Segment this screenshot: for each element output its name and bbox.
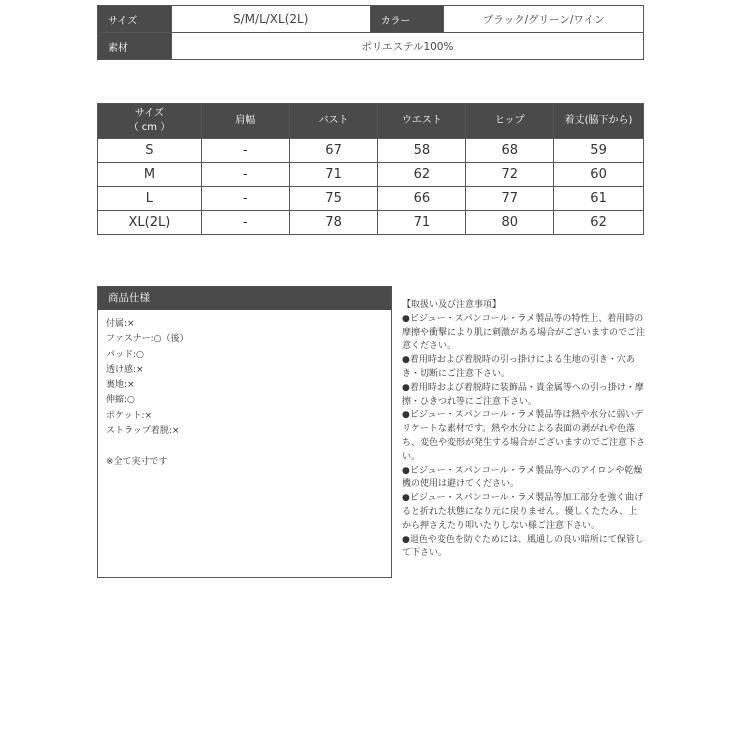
table-row (98, 187, 644, 211)
care-paragraph: ●退色や変色を防ぐためには、風通しの良い暗所にて保管して下さい。 (402, 534, 644, 559)
list-item: 付属:× (106, 319, 135, 329)
shoulder-header: 肩幅 (201, 104, 289, 139)
spec-row-material (98, 33, 644, 60)
hip-cell: 72 (466, 163, 554, 187)
care-paragraph: ●着用時および着脱時の引っ掛けによる生地の引き・穴あき・切断にご注意下さい。 (402, 355, 635, 379)
measurement-note: ※全て実寸です (106, 457, 168, 468)
material-value: ポリエステル100% (171, 33, 643, 60)
hip-cell: 77 (466, 187, 554, 211)
table-row (98, 139, 644, 163)
list-item: ファスナー:○（後） (106, 334, 189, 345)
color-value: ブラック/グリーン/ワイン (444, 6, 644, 33)
product-spec-list (98, 310, 391, 439)
shoulder-cell: - (201, 163, 289, 187)
table-row (98, 211, 644, 235)
waist-header: ウエスト (378, 104, 466, 139)
list-item: 裏地:× (106, 380, 135, 391)
spec-table (97, 5, 644, 60)
shoulder-cell: - (201, 139, 289, 163)
hip-cell: 68 (466, 139, 554, 163)
size-cell: L (98, 187, 202, 211)
care-paragraph: ●ビジュー・スパンコール・ラメ製品等へのアイロンや乾燥機の使用は避けてください。 (402, 465, 643, 490)
hip-cell: 80 (466, 211, 554, 235)
table-row (98, 163, 644, 187)
care-paragraph: ●着用時および着脱時に装飾品・貴金属等への引っ掛け・摩擦・ひきつれ等にご注意下さい。 (402, 382, 644, 407)
spec-row-size-color (98, 6, 644, 33)
list-item: 透け感:× (106, 364, 144, 375)
size-label: サイズ (98, 6, 172, 33)
size-header-unit: （ cm ） (128, 122, 171, 133)
size-value: S/M/L/XL(2L) (171, 6, 370, 33)
bust-header: バスト (289, 104, 378, 139)
size-cell: XL(2L) (98, 211, 202, 235)
waist-cell: 66 (378, 187, 466, 211)
size-table-header-row (98, 104, 644, 139)
shoulder-cell: - (201, 211, 289, 235)
size-table (97, 103, 644, 235)
bust-cell: 71 (289, 163, 378, 187)
length-cell: 61 (554, 187, 644, 211)
care-notes (402, 299, 646, 561)
length-header: 着丈(脇下から) (554, 104, 644, 139)
size-cell: S (98, 139, 202, 163)
waist-cell: 62 (378, 163, 466, 187)
bust-cell: 78 (289, 211, 378, 235)
waist-cell: 71 (378, 211, 466, 235)
product-spec-title: 商品仕様 (98, 287, 391, 310)
hip-header: ヒップ (466, 104, 554, 139)
list-item: ストラップ着脱:× (106, 426, 180, 437)
care-paragraph: ●ビジュー・スパンコール・ラメ製品等は熱や水分に弱いデリケートな素材です。熱や水分による表面の剥がれや色落ち、変色や変形が発生する場合がございますのでご注意下さい。 (402, 410, 646, 462)
size-cell: M (98, 163, 202, 187)
bust-cell: 67 (289, 139, 378, 163)
length-cell: 60 (554, 163, 644, 187)
color-label: カラー (370, 6, 444, 33)
size-header-label: サイズ (134, 108, 165, 119)
length-cell: 62 (554, 211, 644, 235)
list-item: パッド:○ (106, 349, 144, 360)
list-item: ポケット:× (106, 410, 153, 421)
care-title: 【取扱い及び注意事項】 (402, 300, 502, 310)
care-paragraph: ●ビジュー・スパンコール・ラメ製品等の特性上、着用時の摩擦や衝撃により肌に刺激がある場合がございますのでご注意ください。 (402, 313, 646, 352)
waist-cell: 58 (378, 139, 466, 163)
product-spec-box (97, 286, 392, 578)
material-label: 素材 (98, 33, 172, 60)
size-header-cell (98, 104, 202, 139)
length-cell: 59 (554, 139, 644, 163)
list-item: 伸縮:○ (106, 395, 135, 406)
bust-cell: 75 (289, 187, 378, 211)
care-paragraph: ●ビジュー・スパンコール・ラメ製品等加工部分を強く曲げると折れた状態になり元に戻りません。優しくたたみ、上から押さえたり叩いたりしない様ご注意下さい。 (402, 493, 644, 531)
shoulder-cell: - (201, 187, 289, 211)
